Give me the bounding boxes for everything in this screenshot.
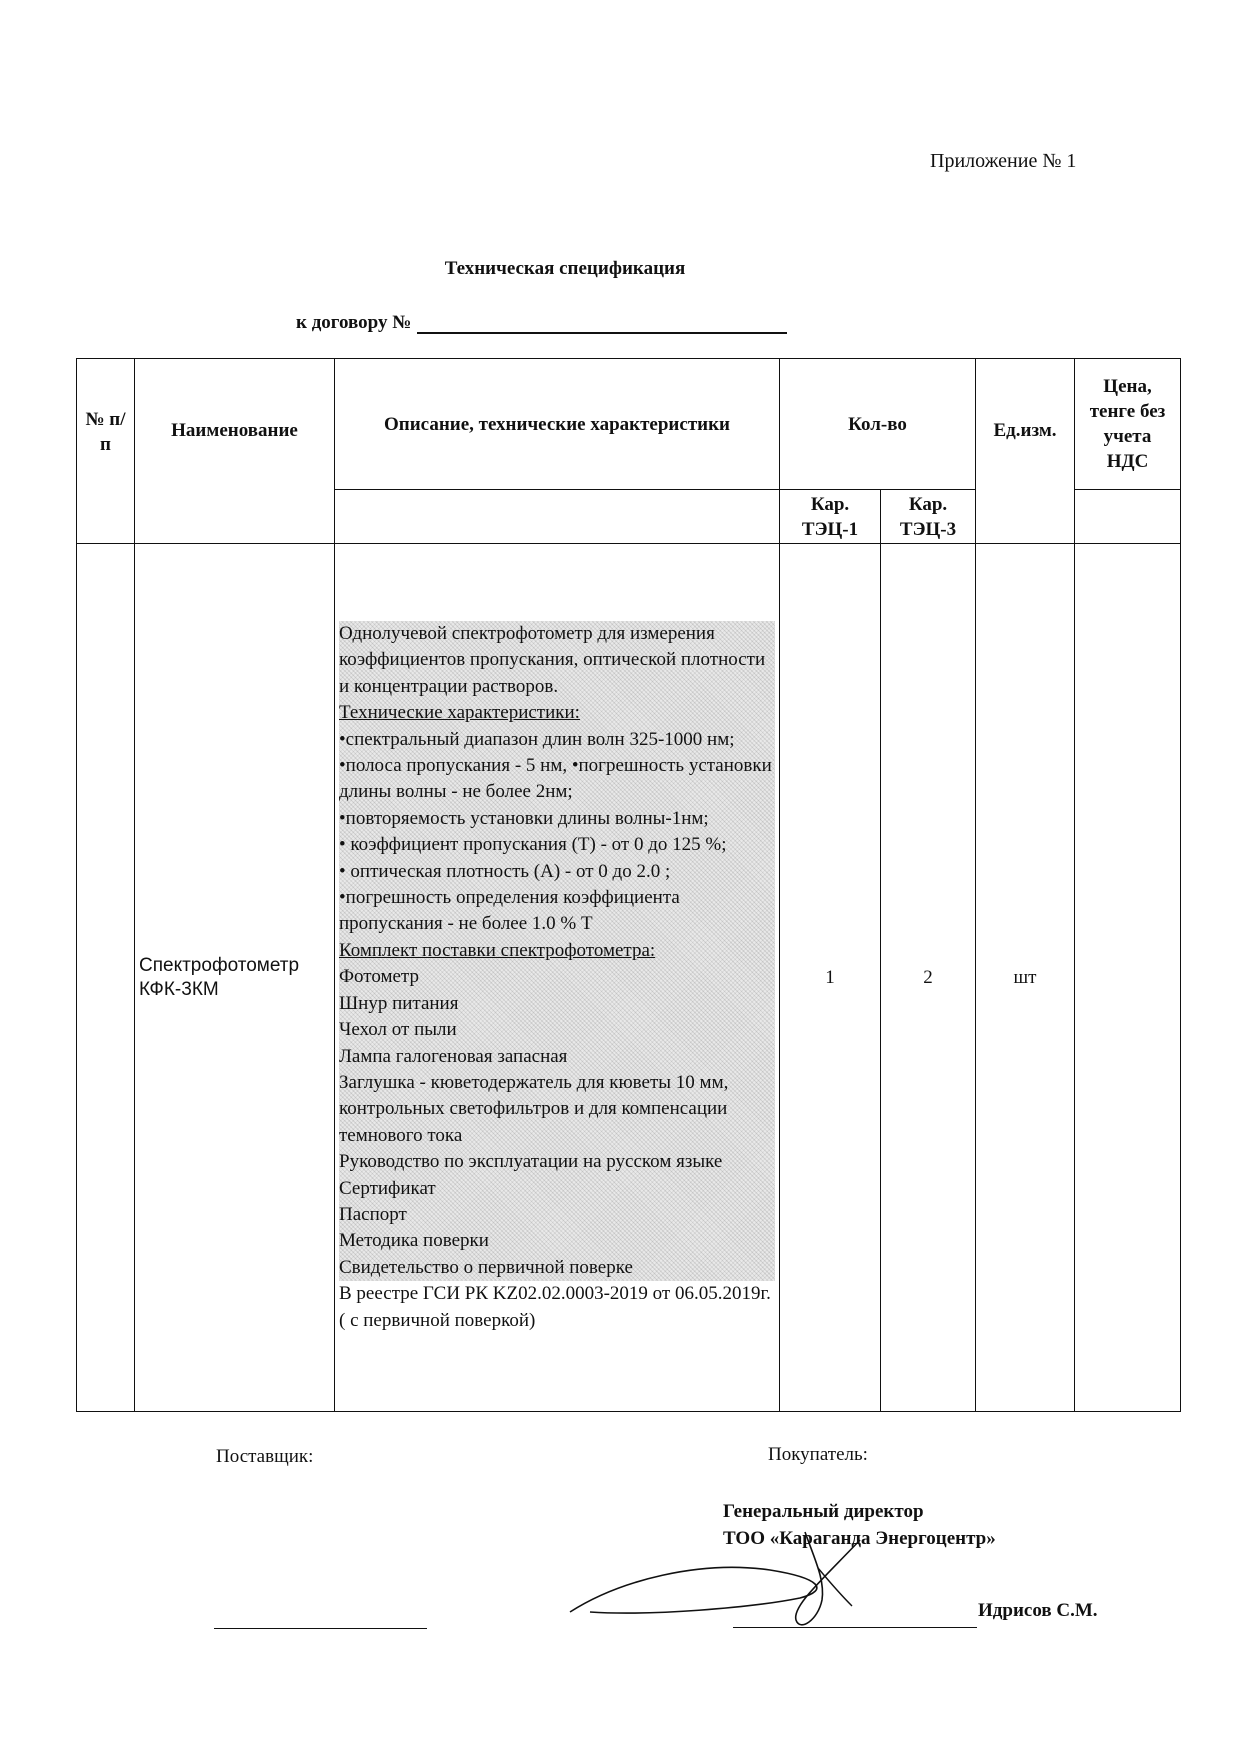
desc-kit-7: Сертификат: [339, 1177, 436, 1199]
header-quantity: Кол-во: [780, 359, 976, 490]
header-name: Наименование: [135, 359, 335, 544]
buyer-label: Покупатель:: [768, 1444, 868, 1465]
table-header-row: [77, 359, 1181, 490]
desc-kit-9: Методика поверки: [339, 1230, 489, 1252]
desc-kit-10: Свидетельство о первичной поверке: [339, 1256, 633, 1278]
desc-tech-title: Технические характеристики:: [339, 702, 580, 724]
header-description: Описание, технические характеристики: [335, 359, 780, 490]
table-row: [77, 544, 1181, 1412]
desc-tech-3: •повторяемость установки длины волны-1нм;: [339, 807, 709, 829]
appendix-label: Приложение № 1: [930, 150, 1077, 172]
desc-kit-3: Чехол от пыли: [339, 1019, 457, 1041]
director-title: Генеральный директор: [723, 1501, 924, 1522]
desc-kit-title: Комплект поставки спектрофотометра:: [339, 939, 656, 961]
contract-number-blank: [417, 312, 787, 334]
supplier-label: Поставщик:: [216, 1446, 314, 1467]
row-unit: шт: [976, 544, 1075, 1412]
desc-registry: В реестре ГСИ РК KZ02.02.0003-2019 от 06.05.2019г. ( с первичной поверкой): [339, 1283, 771, 1331]
description-text: [339, 621, 775, 1334]
desc-kit-8: Паспорт: [339, 1203, 407, 1225]
row-number: [77, 544, 135, 1412]
desc-kit-6: Руководство по эксплуатации на русском языке: [339, 1151, 723, 1173]
desc-tech-4: • коэффициент пропускания (Т) - от 0 до 125 %;: [339, 834, 727, 856]
desc-kit-2: Шнур питания: [339, 992, 459, 1014]
description-shaded-block: [339, 621, 775, 1281]
row-qty-tec3: 2: [881, 544, 976, 1412]
document-title: Техническая спецификация: [444, 258, 686, 279]
subheader-empty-desc: [335, 490, 780, 544]
row-price: [1075, 544, 1181, 1412]
signer-name: Идрисов С.М.: [978, 1600, 1098, 1621]
desc-kit-5: Заглушка - кюветодержатель для кюветы 10 мм, контрольных светофильтров и для компенсации темнового тока: [339, 1071, 729, 1146]
header-price: Цена, тенге без учета НДС: [1075, 359, 1181, 490]
desc-tech-1: •спектральный диапазон длин волн 325-1000 нм;: [339, 728, 735, 750]
supplier-signature-line: [214, 1628, 427, 1629]
specification-table: [76, 358, 1181, 1412]
desc-intro: Однолучевой спектрофотометр для измерения коэффициентов пропускания, оптической плотности и концентрации растворов.: [339, 623, 766, 697]
handwritten-signature: [560, 1520, 920, 1640]
desc-kit-4: Лампа галогеновая запасная: [339, 1045, 568, 1067]
row-name: Спектрофотометр КФК-3КМ: [135, 544, 335, 1412]
desc-kit-1: Фотометр: [339, 966, 419, 988]
desc-tech-2: •полоса пропускания - 5 нм, •погрешность установки длины волны - не более 2нм;: [339, 755, 772, 803]
header-number: № п/п: [77, 359, 135, 544]
director-company: ТОО «Караганда Энергоцентр»: [723, 1528, 996, 1549]
row-description: [335, 544, 780, 1412]
subheader-tec1: Кар. ТЭЦ-1: [780, 490, 881, 544]
contract-label: к договору №: [296, 312, 412, 333]
header-unit: Ед.изм.: [976, 359, 1075, 544]
contract-line: [296, 312, 787, 334]
row-qty-tec1: 1: [780, 544, 881, 1412]
desc-tech-6: •погрешность определения коэффициента пропускания - не более 1.0 % Т: [339, 887, 680, 935]
desc-tech-5: • оптическая плотность (А) - от 0 до 2.0 ;: [339, 860, 671, 882]
subheader-empty-price: [1075, 490, 1181, 544]
subheader-tec3: Кар. ТЭЦ-3: [881, 490, 976, 544]
